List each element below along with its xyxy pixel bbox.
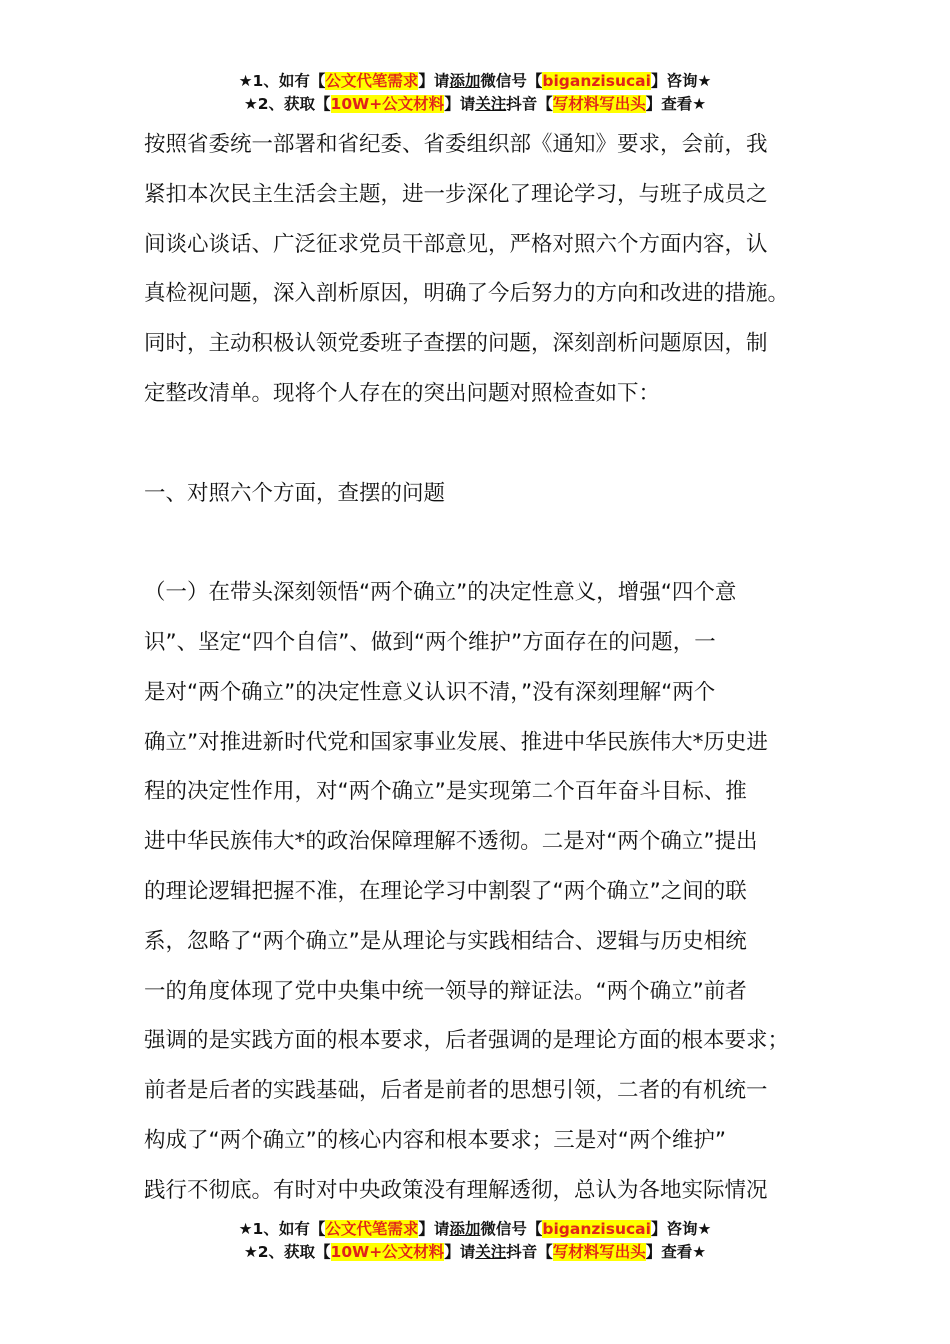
body-line: 进中华民族伟大*的政治保障理解不透彻。二是对“两个确立”提出 — [144, 829, 758, 855]
body-line: 同时，主动积极认领党委班子查摆的问题，深刻剖析问题原因，制 — [144, 331, 768, 357]
header-wechat-id-highlight: biganzisucai — [542, 72, 651, 90]
header-douyin-id-highlight: 写材料写出头 — [552, 95, 646, 113]
header-line-1-prefix: ★1、如有【 — [238, 72, 326, 90]
header-line-1-mid: 】请 — [418, 72, 450, 90]
header-line-2-prefix: ★2、获取【 — [243, 95, 331, 113]
body-line: 确立”对推进新时代党和国家事业发展、推进中华民族伟大*历史进 — [144, 729, 768, 755]
footer-materials-highlight: 10W+公文材料 — [330, 1243, 445, 1261]
header-line-1-suffix: 】咨询★ — [650, 72, 712, 90]
footer-line-2-douyin-label: 抖音【 — [506, 1243, 553, 1261]
header-follow-underlined: 关注 — [475, 95, 507, 113]
footer-wechat-id-highlight: biganzisucai — [542, 1220, 651, 1238]
body-line: 强调的是实践方面的根本要求，后者强调的是理论方面的根本要求； — [144, 1028, 790, 1054]
body-line: 间谈心谈话、广泛征求党员干部意见，严格对照六个方面内容，认 — [144, 231, 768, 257]
body-line: 识”、坚定“四个自信”、做到“两个维护”方面存在的问题，一 — [144, 629, 716, 655]
body-line: 系，忽略了“两个确立”是从理论与实践相结合、逻辑与历史相统 — [144, 928, 747, 954]
section-heading: 一、对照六个方面，查摆的问题 — [144, 480, 446, 506]
footer-line-2-suffix: 】查看★ — [645, 1243, 707, 1261]
document-body — [144, 120, 844, 1216]
footer-ghostwriting-highlight: 公文代笔需求 — [325, 1220, 419, 1238]
footer-line-1 — [0, 1218, 950, 1241]
paragraph-gap — [144, 518, 844, 568]
body-line: 前者是后者的实践基础，后者是前者的思想引领，二者的有机统一 — [144, 1078, 768, 1104]
header-banner — [0, 70, 950, 116]
body-line: 构成了“两个确立”的核心内容和根本要求；三是对“两个维护” — [144, 1127, 727, 1153]
footer-line-1-wechat-label: 微信号【 — [480, 1220, 543, 1238]
footer-line-1-suffix: 】咨询★ — [650, 1220, 712, 1238]
body-line: 程的决定性作用，对“两个确立”是实现第二个百年奋斗目标、推 — [144, 779, 747, 805]
header-line-1 — [0, 70, 950, 93]
header-add-underlined: 添加 — [449, 72, 481, 90]
body-line: 是对“两个确立”的决定性意义认识不清，”没有深刻理解“两个 — [144, 679, 716, 705]
body-line: 践行不彻底。有时对中央政策没有理解透彻，总认为各地实际情况 — [144, 1177, 768, 1203]
footer-line-2-mid: 】请 — [444, 1243, 476, 1261]
header-line-2-douyin-label: 抖音【 — [506, 95, 553, 113]
header-line-2-mid: 】请 — [444, 95, 476, 113]
footer-banner — [0, 1218, 950, 1264]
paragraph-gap — [144, 419, 844, 469]
body-line: 一的角度体现了党中央集中统一领导的辩证法。“两个确立”前者 — [144, 978, 747, 1004]
footer-add-underlined: 添加 — [449, 1220, 481, 1238]
body-line: 定整改清单。现将个人存在的突出问题对照检查如下： — [144, 380, 661, 406]
footer-line-1-mid: 】请 — [418, 1220, 450, 1238]
body-line: 真检视问题，深入剖析原因，明确了今后努力的方向和改进的措施。 — [144, 281, 790, 307]
footer-line-2 — [0, 1241, 950, 1264]
header-materials-highlight: 10W+公文材料 — [330, 95, 445, 113]
header-line-1-wechat-label: 微信号【 — [480, 72, 543, 90]
header-ghostwriting-highlight: 公文代笔需求 — [325, 72, 419, 90]
footer-line-1-prefix: ★1、如有【 — [238, 1220, 326, 1238]
body-line: （一）在带头深刻领悟“两个确立”的决定性意义，增强“四个意 — [144, 580, 737, 606]
footer-douyin-id-highlight: 写材料写出头 — [552, 1243, 646, 1261]
footer-follow-underlined: 关注 — [475, 1243, 507, 1261]
body-line: 紧扣本次民主生活会主题，进一步深化了理论学习，与班子成员之 — [144, 181, 768, 207]
header-line-2-suffix: 】查看★ — [645, 95, 707, 113]
body-line: 按照省委统一部署和省纪委、省委组织部《通知》要求，会前，我 — [144, 132, 768, 157]
body-line: 的理论逻辑把握不准，在理论学习中割裂了“两个确立”之间的联 — [144, 878, 747, 904]
header-line-2 — [0, 93, 950, 116]
footer-line-2-prefix: ★2、获取【 — [243, 1243, 331, 1261]
